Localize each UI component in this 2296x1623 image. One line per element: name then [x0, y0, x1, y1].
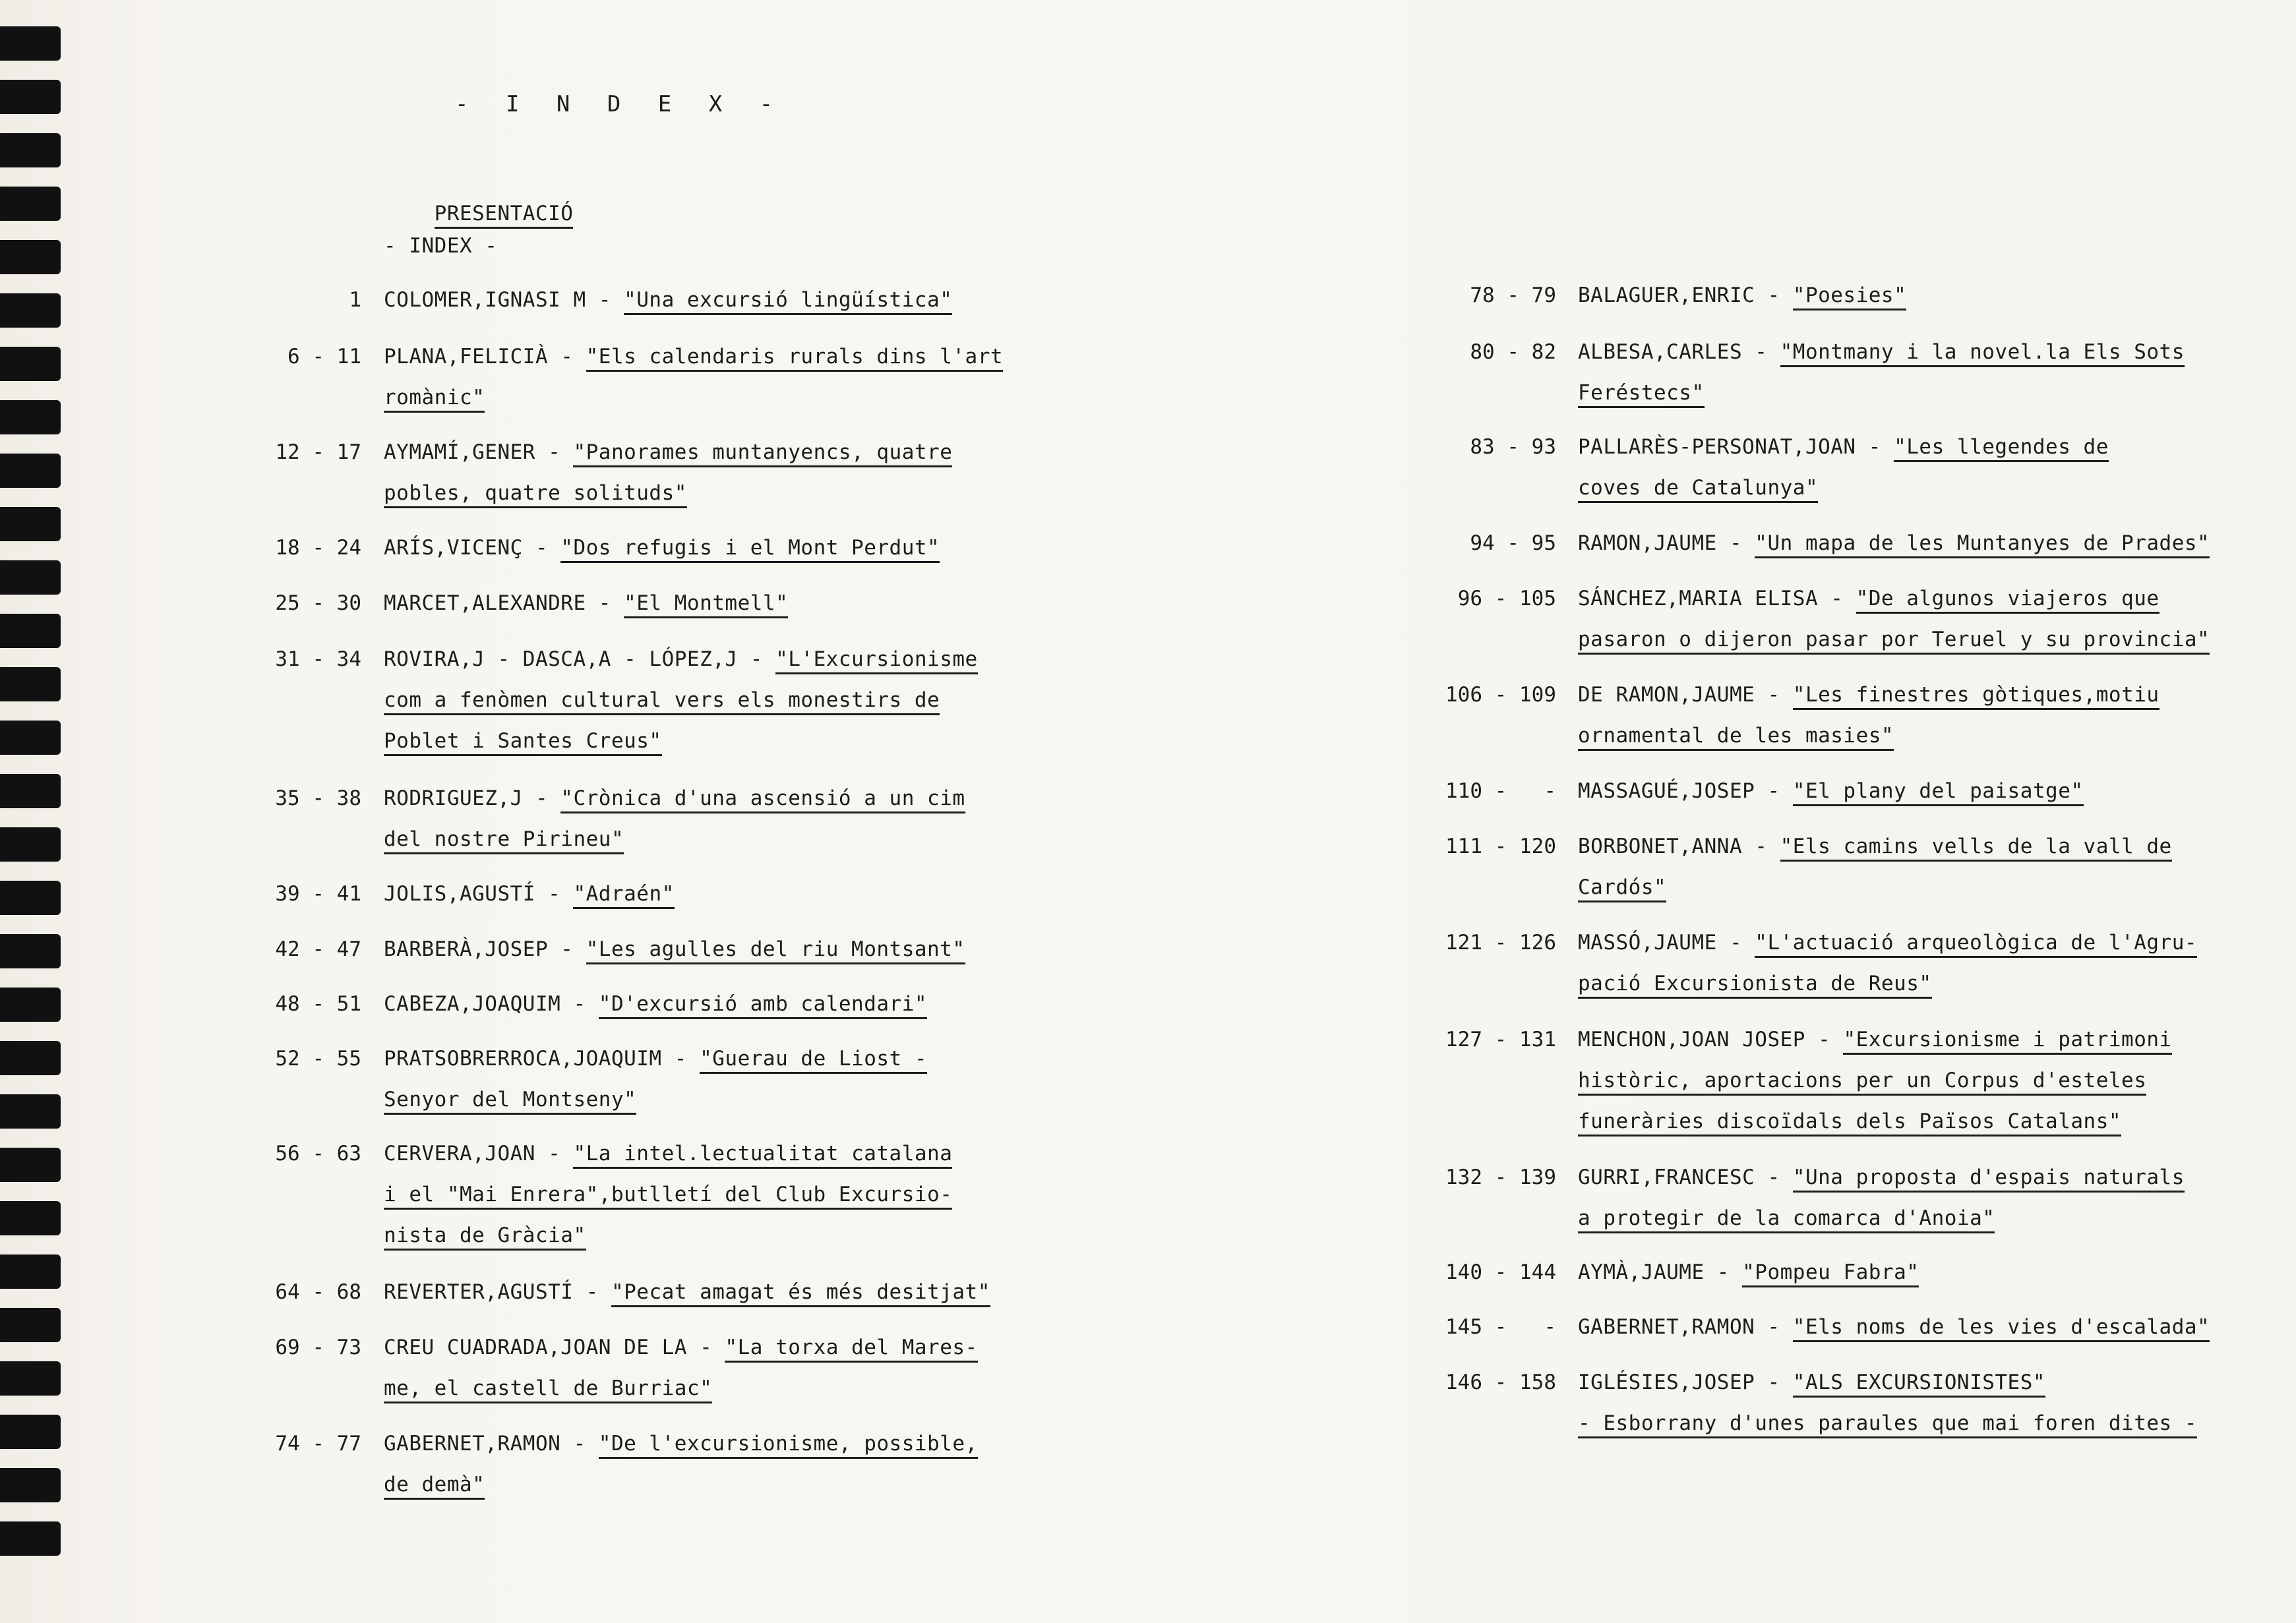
entry-line [1578, 1028, 2172, 1051]
entry-title: "Les llegendes de [1894, 435, 2109, 462]
entry-line [1578, 1166, 2185, 1189]
entry-line [384, 1142, 952, 1166]
binding-hole [0, 721, 61, 755]
binding-hole [0, 1308, 61, 1342]
entry-line [384, 440, 952, 464]
binding-hole [0, 667, 61, 701]
entry-page-range: 56 - 63 [275, 1142, 361, 1166]
binding-hole [0, 1041, 61, 1075]
entry-title: del nostre Pirineu" [384, 827, 624, 854]
binding-hole [0, 1148, 61, 1182]
entry-title: "De l'excursionisme, possible, [599, 1432, 978, 1459]
entry-line [384, 536, 940, 560]
entry-author: GABERNET,RAMON - [1578, 1315, 1793, 1339]
entry-line [1578, 435, 2109, 459]
binding-hole [0, 614, 61, 648]
entry-page-range: 12 - 17 [275, 440, 361, 464]
entry-page-range: 6 - 11 [287, 345, 361, 369]
entry-line [1578, 931, 2197, 955]
entry-title: me, el castell de Burriac" [384, 1376, 712, 1403]
entry-line [384, 647, 978, 671]
entry-line [384, 481, 687, 505]
binding-hole [0, 1201, 61, 1235]
entry-page-range: 52 - 55 [275, 1047, 361, 1071]
binding-hole [0, 1415, 61, 1449]
entry-line [1578, 875, 1666, 899]
entry-title: "Un mapa de les Muntanyes de Prades" [1755, 531, 2210, 558]
binding-hole [0, 133, 61, 167]
entry-title: "L'Excursionisme [775, 647, 978, 674]
index-title: - I N D E X - [455, 91, 785, 117]
entry-title: "Dos refugis i el Mont Perdut" [560, 536, 940, 563]
entry-title: "Panorames muntanyencs, quatre [573, 440, 952, 467]
entry-page-range: 31 - 34 [275, 647, 361, 671]
entry-author: REVERTER,AGUSTÍ - [384, 1280, 611, 1304]
entry-author: RODRIGUEZ,J - [384, 786, 561, 810]
entry-line [384, 288, 952, 312]
entry-author: CABEZA,JOAQUIM - [384, 992, 599, 1016]
entry-line [1578, 340, 2185, 364]
entry-author: BARBERÀ,JOSEP - [384, 937, 586, 961]
entry-page-range: 121 - 126 [1445, 931, 1556, 955]
entry-title: "Una excursió lingüística" [624, 288, 952, 315]
entry-author: IGLÉSIES,JOSEP - [1578, 1371, 1793, 1394]
entry-title: "La torxa del Mares- [725, 1336, 977, 1363]
entry-author: AYMAMÍ,GENER - [384, 440, 574, 464]
entry-title: Cardós" [1578, 875, 1666, 902]
entry-page-range: 110 - - [1445, 779, 1556, 803]
entry-line [1578, 683, 2160, 707]
entry-title: històric, aportacions per un Corpus d'esteles [1578, 1069, 2146, 1096]
entry-author: COLOMER,IGNASI M - [384, 288, 624, 312]
binding-hole [0, 1521, 61, 1556]
entry-author: BORBONET,ANNA - [1578, 835, 1780, 858]
binding-hole [0, 454, 61, 488]
entry-author: JOLIS,AGUSTÍ - [384, 882, 574, 906]
entry-line [1578, 587, 2160, 610]
entry-title: "Els camins vells de la vall de [1780, 835, 2172, 862]
entry-author: CREU CUADRADA,JOAN DE LA - [384, 1336, 725, 1359]
entry-line [1578, 1315, 2210, 1339]
entry-title: "Crònica d'una ascensió a un cim [560, 786, 965, 813]
spiral-binding [0, 0, 66, 1623]
binding-hole [0, 26, 61, 61]
entry-author: DE RAMON,JAUME - [1578, 683, 1793, 707]
entry-page-range: 25 - 30 [275, 591, 361, 615]
entry-line [384, 688, 940, 712]
entry-title: i el "Mai Enrera",butlletí del Club Excursio- [384, 1183, 952, 1210]
entry-title: Feréstecs" [1578, 381, 1705, 408]
entry-author: MASSAGUÉ,JOSEP - [1578, 779, 1793, 803]
entry-author: PLANA,FELICIÀ - [384, 345, 586, 369]
entry-author: PALLARÈS-PERSONAT,JOAN - [1578, 435, 1894, 459]
entry-line [384, 386, 485, 409]
entry-line [1578, 381, 1705, 405]
entry-title: "Una proposta d'espais naturals [1793, 1166, 2185, 1193]
entry-title: "Els calendaris rurals dins l'art [586, 345, 1003, 372]
binding-hole [0, 1361, 61, 1396]
entry-page-range: 80 - 82 [1470, 340, 1556, 364]
entry-line [384, 937, 965, 961]
entry-title: ornamental de les masies" [1578, 724, 1894, 751]
entry-page-range: 1 [349, 288, 361, 312]
entry-line [384, 992, 927, 1016]
entry-author: MARCET,ALEXANDRE - [384, 591, 624, 615]
entry-title: "De algunos viajeros que [1856, 587, 2160, 614]
binding-hole [0, 560, 61, 595]
entry-author: ALBESA,CARLES - [1578, 340, 1780, 364]
entry-author: PRATSOBRERROCA,JOAQUIM - [384, 1047, 700, 1071]
entry-author: SÁNCHEZ,MARIA ELISA - [1578, 587, 1856, 610]
entry-page-range: 146 - 158 [1445, 1371, 1556, 1394]
entry-page-range: 132 - 139 [1445, 1166, 1556, 1189]
entry-author: MASSÓ,JAUME - [1578, 931, 1755, 955]
entry-page-range: 140 - 144 [1445, 1260, 1556, 1284]
entry-page-range: 96 - 105 [1457, 587, 1556, 610]
entry-line [1578, 1109, 2121, 1133]
entry-title: "Guerau de Liost - [700, 1047, 927, 1074]
entry-line [1578, 283, 1906, 307]
entry-author: GABERNET,RAMON - [384, 1432, 599, 1456]
entry-author: GURRI,FRANCESC - [1578, 1166, 1793, 1189]
entry-line [1578, 1206, 1995, 1230]
entry-title: "Adraén" [573, 882, 674, 909]
entry-title: "El Montmell" [624, 591, 788, 618]
entry-page-range: 145 - - [1445, 1315, 1556, 1339]
entry-line [384, 882, 675, 906]
entry-page-range: 111 - 120 [1445, 835, 1556, 858]
binding-hole [0, 1094, 61, 1129]
entry-title: "Pompeu Fabra" [1742, 1260, 1919, 1287]
binding-hole [0, 1468, 61, 1502]
entry-line [1578, 1371, 2045, 1394]
entry-page-range: 64 - 68 [275, 1280, 361, 1304]
index-label: - INDEX - [384, 234, 498, 258]
entry-title: pasaron o dijeron pasar por Teruel y su provincia" [1578, 628, 2210, 655]
entry-page-range: 69 - 73 [275, 1336, 361, 1359]
entry-title: "D'excursió amb calendari" [599, 992, 927, 1019]
entry-author: MENCHON,JOAN JOSEP - [1578, 1028, 1844, 1051]
entry-line [384, 1224, 586, 1247]
entry-page-range: 35 - 38 [275, 786, 361, 810]
entry-title: a protegir de la comarca d'Anoia" [1578, 1206, 1995, 1233]
entry-line [384, 1473, 485, 1496]
entry-line [384, 1183, 952, 1206]
entry-line [384, 591, 788, 615]
binding-hole [0, 507, 61, 541]
entry-page-range: 74 - 77 [275, 1432, 361, 1456]
binding-hole [0, 240, 61, 274]
binding-hole [0, 347, 61, 381]
entry-title: "La intel.lectualitat catalana [573, 1142, 952, 1169]
entry-line [1578, 1260, 1919, 1284]
entry-title: funeràries discoïdals dels Països Catalans" [1578, 1109, 2121, 1136]
entry-title: - Esborrany d'unes paraules que mai foren dites - [1578, 1411, 2197, 1438]
entry-line [1578, 1411, 2197, 1435]
binding-hole [0, 774, 61, 808]
entry-line [384, 1088, 636, 1111]
entry-page-range: 48 - 51 [275, 992, 361, 1016]
entry-title: de demà" [384, 1473, 485, 1500]
entry-line [384, 1280, 990, 1304]
entry-title: coves de Catalunya" [1578, 476, 1818, 503]
entry-title: nista de Gràcia" [384, 1224, 586, 1251]
entry-title: "Els noms de les vies d'escalada" [1793, 1315, 2210, 1342]
binding-hole [0, 881, 61, 915]
entry-title: pobles, quatre solituds" [384, 481, 687, 508]
entry-line [1578, 835, 2172, 858]
binding-hole [0, 293, 61, 328]
entry-line [1578, 779, 2084, 803]
entry-page-range: 94 - 95 [1470, 531, 1556, 555]
entry-page-range: 106 - 109 [1445, 683, 1556, 707]
entry-title: "ALS EXCURSIONISTES" [1793, 1371, 2045, 1398]
entry-line [384, 1432, 978, 1456]
entry-title: Senyor del Montseny" [384, 1088, 636, 1115]
entry-author: BALAGUER,ENRIC - [1578, 283, 1793, 307]
entry-line [384, 1376, 712, 1400]
entry-page-range: 78 - 79 [1470, 283, 1556, 307]
binding-hole [0, 400, 61, 434]
entry-author: RAMON,JAUME - [1578, 531, 1755, 555]
binding-hole [0, 934, 61, 968]
entry-title: com a fenòmen cultural vers els monestirs de [384, 688, 940, 715]
entry-title: "Les finestres gòtiques,motiu [1793, 683, 2160, 710]
entry-title: "L'actuació arqueològica de l'Agru- [1755, 931, 2197, 958]
presentacio-heading: PRESENTACIÓ [384, 178, 573, 249]
binding-hole [0, 80, 61, 114]
entry-line [1578, 531, 2210, 555]
entry-page-range: 18 - 24 [275, 536, 361, 560]
entry-title: "Excursionisme i patrimoni [1843, 1028, 2171, 1055]
entry-line [384, 345, 1003, 369]
entry-line [384, 729, 662, 753]
entry-title: romànic" [384, 386, 485, 413]
binding-hole [0, 1254, 61, 1289]
entry-title: "El plany del paisatge" [1793, 779, 2084, 806]
binding-hole [0, 827, 61, 862]
entry-author: ARÍS,VICENÇ - [384, 536, 561, 560]
entry-title: "Montmany i la novel.la Els Sots [1780, 340, 2185, 367]
binding-hole [0, 988, 61, 1022]
entry-line [1578, 476, 1818, 500]
entry-page-range: 42 - 47 [275, 937, 361, 961]
entry-author: AYMÀ,JAUME - [1578, 1260, 1743, 1284]
entry-line [384, 827, 624, 851]
entry-author: CERVERA,JOAN - [384, 1142, 574, 1166]
entry-title: "Pecat amagat és més desitjat" [611, 1280, 990, 1307]
entry-page-range: 127 - 131 [1445, 1028, 1556, 1051]
entry-line [1578, 724, 1894, 748]
entry-line [384, 786, 965, 810]
entry-page-range: 39 - 41 [275, 882, 361, 906]
entry-line [384, 1047, 927, 1071]
entry-title: "Poesies" [1793, 283, 1906, 310]
entry-page-range: 83 - 93 [1470, 435, 1556, 459]
entry-title: Poblet i Santes Creus" [384, 729, 662, 756]
entry-title: pació Excursionista de Reus" [1578, 972, 1932, 999]
entry-line [1578, 972, 1932, 995]
entry-title: "Les agulles del riu Montsant" [586, 937, 965, 964]
entry-line [384, 1336, 978, 1359]
entry-line [1578, 628, 2210, 651]
entry-line [1578, 1069, 2146, 1092]
entry-author: ROVIRA,J - DASCA,A - LÓPEZ,J - [384, 647, 776, 671]
binding-hole [0, 187, 61, 221]
